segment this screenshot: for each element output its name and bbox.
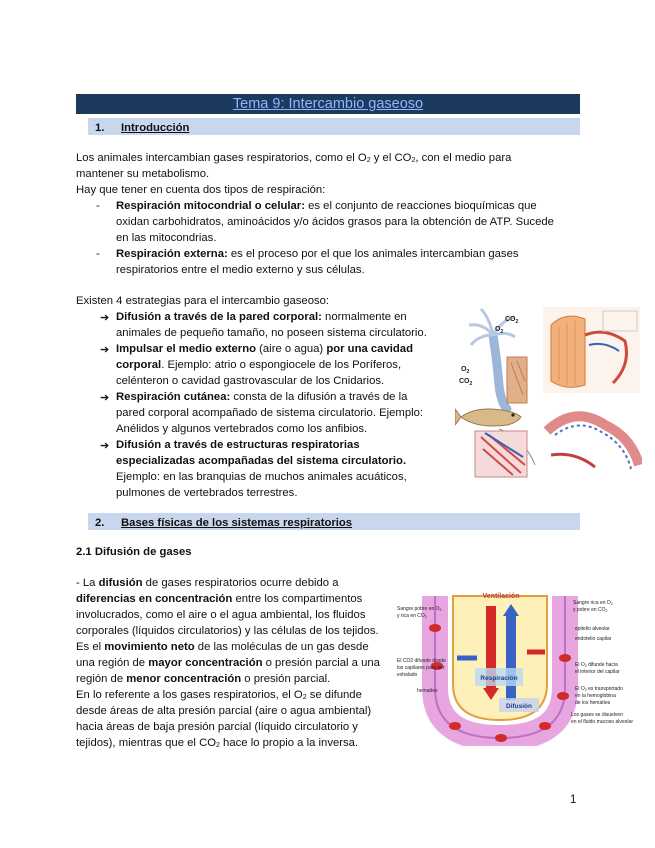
item-1-line-3: en las mitocondrias. [116, 232, 217, 244]
strategy-4-line-1: Difusión a través de estructuras respiratorias [116, 439, 360, 451]
strategy-2-line-1: Impulsar el medio externo (aire o agua) por una cavidad [116, 343, 413, 355]
section-1-title: Introducción [121, 122, 190, 134]
diffusion-line-4: corporales (líquidos circulatorios) y las células de los tejidos. [76, 625, 379, 637]
section-1-header [88, 118, 580, 135]
sangre-rica-label-2: y pobre en $CO_2$ [573, 607, 608, 613]
strategy-2-line-2: corporal. Ejemplo: atrio o espongiocele de los Poríferos, [116, 359, 402, 371]
co2-difunde-label-2: los capilares para ser [397, 665, 445, 671]
fish-gills-illustration [455, 409, 639, 477]
item-2-dash: - [96, 248, 100, 260]
item-1-line-2: oxidan carbohidratos, aminoácidos y/o ácidos grasos para la obtención de ATP. Sucede [116, 216, 554, 228]
strategy-3-line-2: pared corporal acompañado de sistema circulatorio. Ejemplo: [116, 407, 424, 419]
hematies-label: hematíes [417, 688, 438, 694]
alveolar-diffusion-figure [395, 588, 645, 746]
strategy-1-line-2: animales de pequeño tamaño, no poseen sistema circulatorio. [116, 327, 427, 339]
sangre-rica-label-1: Sangre rica en $O_2$ [573, 600, 613, 606]
strategy-3-arrow-icon: ➔ [100, 392, 110, 404]
annelid-skin-illustration [543, 307, 640, 393]
sangre-pobre-label-2: y rica en $CO_2$ [397, 613, 427, 619]
strategy-4-line-2: especializadas acompañadas del sistema circulatorio. [116, 455, 407, 467]
figure1-co2b-label: $CO_2$ [459, 378, 473, 387]
strategy-3-line-3: Anélidos y algunos vertebrados como los anfibios. [116, 423, 368, 435]
subsection-2-1-title: 2.1 Difusión de gases [76, 546, 192, 558]
co2-difunde-label-3: exhalado [397, 672, 418, 678]
page-number: 1 [570, 794, 577, 806]
diffusion-line-3: involucrados, como el aire o el agua ambiental, los fluidos [76, 609, 366, 621]
diffusion-line-1: - La difusión de gases respiratorios ocurre debido a [76, 577, 339, 589]
sangre-pobre-label-1: Sangre pobre en $O_2$ [397, 606, 442, 612]
diffusion-line-5: Es el movimiento neto de las moléculas de un gas desde [76, 641, 369, 653]
diffusion-line-9: desde áreas de alta presión parcial (aire o agua ambiental) [76, 705, 372, 717]
document-title: Tema 9: Intercambio gaseoso [232, 96, 424, 112]
item-1-line-1: Respiración mitocondrial o celular: es el conjunto de reacciones bioquímicas que [116, 200, 537, 212]
section-2-title: Bases físicas de los sistemas respiratorios [121, 517, 353, 529]
strategy-1-arrow-icon: ➔ [100, 312, 110, 324]
o2-difunde-label-1: El $O_2$ difunde hacia [575, 662, 618, 668]
strategies-intro: Existen 4 estrategias para el intercambio gaseoso: [76, 295, 330, 307]
figure1-co2-label: $CO_2$ [505, 316, 519, 325]
gas-exchange-strategies-figure [455, 305, 642, 485]
o2-transportado-label-3: de los hematíes [575, 700, 611, 706]
strategy-4-arrow-icon: ➔ [100, 440, 110, 452]
document-title-bar [76, 94, 580, 114]
strategy-4-line-4: pulmones de vertebrados terrestres. [116, 487, 298, 499]
gases-label-1: Los gases se disuelven [571, 712, 623, 718]
difusion-label: Difusión [506, 703, 532, 710]
respiracion-label: Respiración [480, 675, 518, 682]
figure1-o2b-label: $O_2$ [461, 366, 470, 375]
strategy-2-arrow-icon: ➔ [100, 344, 110, 356]
diffusion-line-2: diferencias en concentración entre los compartimentos [76, 593, 363, 605]
strategy-3-line-1: Respiración cutánea: consta de la difusión a través de la [116, 391, 408, 403]
item-2-line-2: respiratorios entre el medio externo y sus células. [116, 264, 365, 276]
ventilacion-label: Ventilación [482, 593, 520, 600]
intro-line-1: Los animales intercambian gases respiratorios, como el $O_2$ y el $CO_2$, con el medio para [76, 152, 512, 164]
diffusion-line-10: hacia áreas de baja presión parcial (líquido circulatorio y [76, 721, 358, 733]
section-1-number: 1. [95, 122, 105, 134]
diffusion-line-8: En lo referente a los gases respiratorios, el $O_2$ se difunde [76, 689, 362, 701]
figure1-o2-label: $O_2$ [495, 326, 504, 335]
item-2-line-1: Respiración externa: es el proceso por el que los animales intercambian gases [116, 248, 519, 260]
o2-difunde-label-2: el interior del capilar [575, 669, 620, 675]
gases-label-2: en el fluido mucoso alveolar [571, 719, 633, 725]
section-2-header [88, 513, 580, 530]
strategy-2-line-3: celénteron o cavidad gastrovascular de los Cnidarios. [116, 375, 385, 387]
cnidarian-illustration [469, 309, 527, 409]
endotelio-label: endotelio capilar [575, 636, 612, 642]
item-1-dash: - [96, 200, 100, 212]
strategy-4-line-3: Ejemplo: en las branquias de muchos animales acuáticos, [116, 471, 407, 483]
intro-line-3: Hay que tener en cuenta dos tipos de respiración: [76, 184, 326, 196]
intro-line-2: mantener su metabolismo. [76, 168, 210, 180]
diffusion-line-7: región de menor concentración o presión parcial. [76, 673, 331, 685]
section-2-number: 2. [95, 517, 105, 529]
diffusion-line-11: tejidos), mientras que el $CO_2$ hace lo propio a la inversa. [76, 737, 359, 749]
epitelio-label: epitelio alveolar [575, 626, 610, 632]
diffusion-line-6: una región de mayor concentración o presión parcial a una [76, 657, 380, 669]
strategy-1-line-1: Difusión a través de la pared corporal: normalmente en [116, 311, 407, 323]
o2-transportado-label-1: El $O_2$ es transportado [575, 686, 623, 692]
co2-difunde-label-1: El CO2 difunde desde [397, 658, 446, 664]
o2-transportado-label-2: en la hemoglobina [575, 693, 616, 699]
